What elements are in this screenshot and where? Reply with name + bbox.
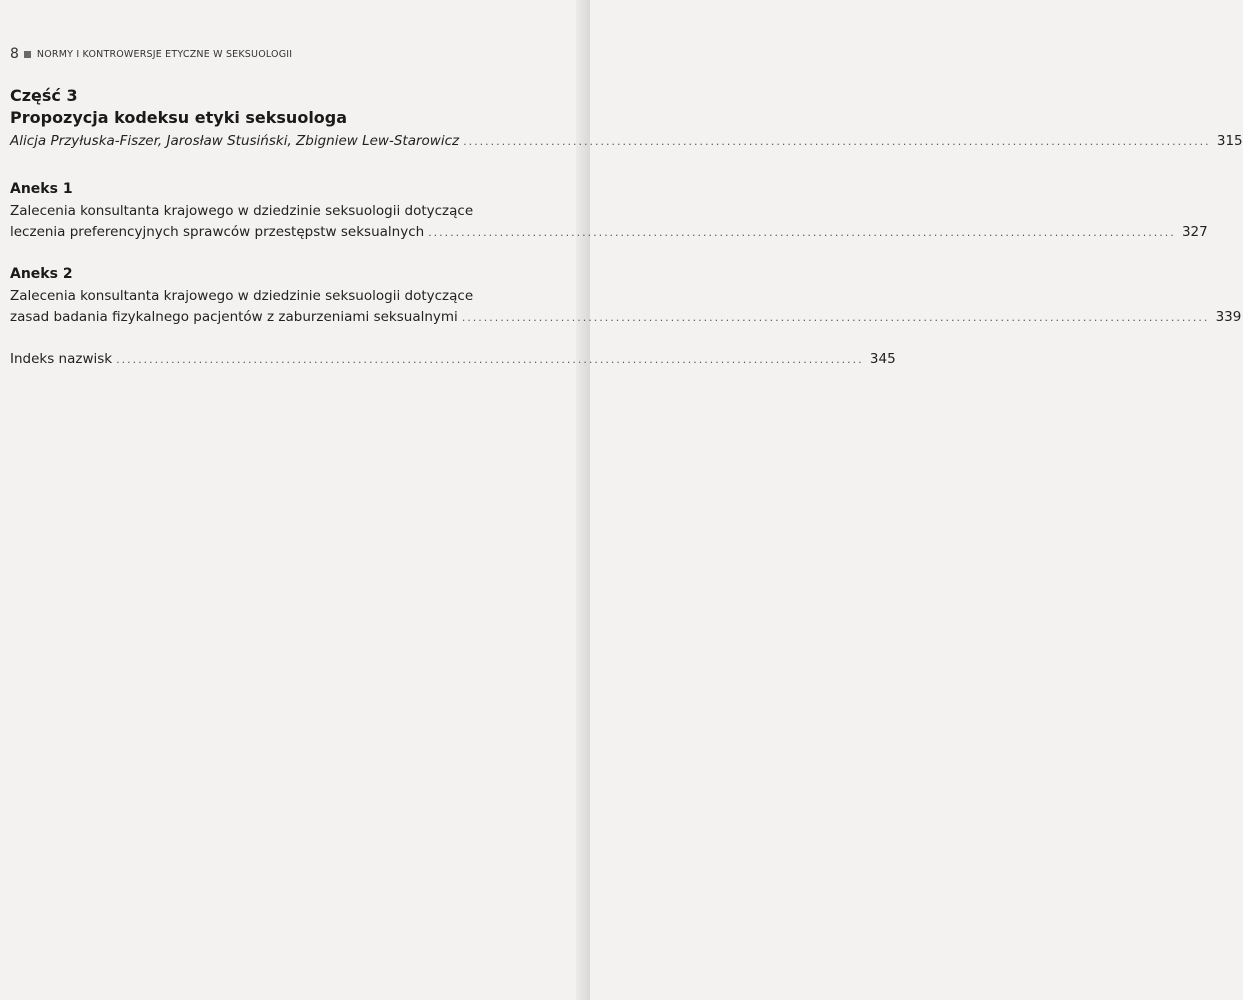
index-label: Indeks nazwisk xyxy=(10,351,113,367)
annex2-title-line1: Zalecenia konsultanta krajowego w dziedzinie seksuologii dotyczące xyxy=(10,288,474,304)
page-number: 8 xyxy=(10,46,19,62)
leader-dots: ........................................................................................................................................ xyxy=(463,135,1211,148)
toc-entry-index[interactable] xyxy=(10,351,896,367)
annex1-title-line2: leczenia preferencyjnych sprawców przestępstw seksualnych xyxy=(10,224,425,240)
annex1-title-line1: Zalecenia konsultanta krajowego w dziedzinie seksuologii dotyczące xyxy=(10,203,474,219)
annex2-label: Aneks 2 xyxy=(10,266,73,282)
part3-label: Część 3 xyxy=(10,86,78,105)
leader-dots: ........................................................................................................................................ xyxy=(116,353,864,366)
part3-authors: Alicja Przyłuska-Fiszer, Jarosław Stusiński, Zbigniew Lew-Starowicz xyxy=(10,133,460,149)
page-edge xyxy=(576,0,590,1000)
annex2-page-number: 339 xyxy=(1215,309,1242,325)
toc-entry-annex1[interactable] xyxy=(10,224,1208,240)
part3-title: Propozycja kodeksu etyki seksuologa xyxy=(10,108,348,127)
annex1-page-number: 327 xyxy=(1181,224,1208,240)
running-title: NORMY I KONTROWERSJE ETYCZNE W SEKSUOLOGII xyxy=(36,48,293,60)
leader-dots: ........................................................................................................................................ xyxy=(428,226,1176,239)
annex2-title-line2: zasad badania fizykalnego pacjentów z zaburzeniami seksualnymi xyxy=(10,309,458,325)
index-page-number: 345 xyxy=(869,351,896,367)
square-bullet-icon xyxy=(24,51,31,58)
running-header xyxy=(10,46,292,62)
toc-entry-part3[interactable] xyxy=(10,133,1243,149)
toc-entry-annex2[interactable] xyxy=(10,309,1242,325)
leader-dots: ........................................................................................................................................ xyxy=(461,311,1210,324)
annex1-label: Aneks 1 xyxy=(10,181,73,197)
part3-page-number: 315 xyxy=(1216,133,1243,149)
